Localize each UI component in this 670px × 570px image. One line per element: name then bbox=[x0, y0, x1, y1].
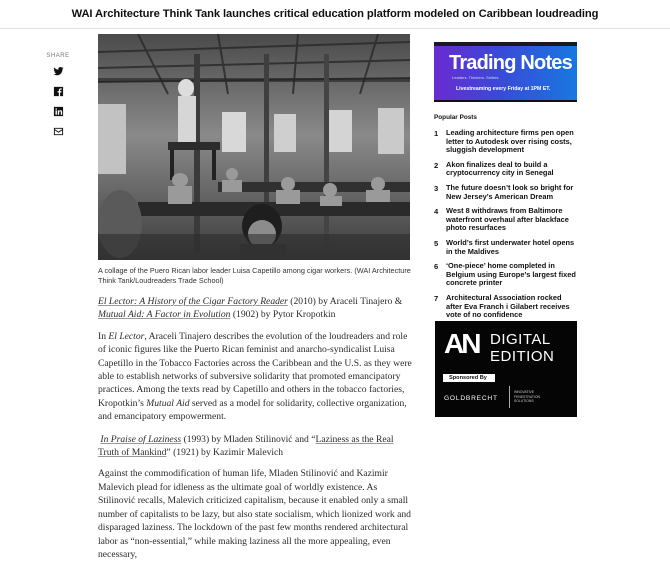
article-body bbox=[98, 295, 412, 570]
twitter-icon bbox=[53, 66, 64, 77]
trading-notes-banner: Livestreaming every Friday at 1PM ET. bbox=[456, 86, 551, 92]
para1-text-e: served as a model for solidarity, collective organization, and emancipatory empowerment. bbox=[98, 397, 407, 423]
laziness-truth-link[interactable]: Laziness as the Real Truth of Mankind bbox=[98, 433, 394, 459]
in-praise-of-laziness-link[interactable]: In Praise of Laziness bbox=[100, 433, 182, 445]
email-share-button[interactable] bbox=[46, 126, 70, 138]
an-logo: AN bbox=[444, 328, 479, 359]
twitter-share-button[interactable] bbox=[46, 66, 70, 78]
ref1-meta-2: (1902) by Pytor Kropotkin bbox=[230, 309, 336, 321]
ad-divider bbox=[434, 100, 577, 102]
para1-em-el-lector: El Lector bbox=[108, 330, 145, 342]
article-title: WAI Architecture Think Tank launches critical education platform modeled on Caribbean loudreading bbox=[71, 8, 599, 20]
para1-text-a: In bbox=[98, 330, 109, 342]
ref1-amp: & bbox=[394, 296, 403, 307]
share-rail bbox=[46, 53, 70, 146]
popular-post-number: 3 bbox=[434, 183, 439, 193]
an-digital-edition-ad[interactable] bbox=[435, 321, 577, 417]
paragraph-el-lector bbox=[98, 330, 412, 424]
popular-post-3[interactable] bbox=[434, 184, 577, 201]
cigar-factory-photo bbox=[98, 34, 410, 260]
para1-em-mutual-aid: Mutual Aid bbox=[146, 397, 190, 409]
email-icon bbox=[53, 126, 64, 137]
trading-notes-sub: Leaders. Thinkers. Sellers. bbox=[452, 75, 500, 80]
ref1-meta: (2010) by Araceli Tinajero bbox=[287, 296, 393, 307]
popular-posts-heading: Popular Posts bbox=[434, 114, 477, 121]
ref2-meta: (1993) by Mladen Stilinović and “ bbox=[181, 433, 316, 445]
popular-post-title: World’s first underwater hotel opens in the Maldives bbox=[446, 237, 575, 256]
sidebar bbox=[434, 38, 577, 102]
popular-posts-list bbox=[434, 129, 577, 320]
popular-post-title: West 8 withdraws from Baltimore waterfront overhaul after blackface photo resurfaces bbox=[446, 206, 569, 233]
edition-label: EDITION bbox=[490, 348, 555, 365]
el-lector-link[interactable]: El Lector: A History of the Cigar Factory Reader bbox=[98, 296, 288, 307]
share-label: SHARE bbox=[46, 53, 70, 59]
popular-post-1[interactable] bbox=[434, 129, 577, 155]
popular-post-title: Leading architecture firms pen open letter to Autodesk over rising costs, sluggish development bbox=[446, 128, 574, 155]
article-header-bar bbox=[0, 0, 670, 29]
mutual-aid-link[interactable]: Mutual Aid: A Factor in Evolution bbox=[98, 309, 231, 321]
para1-text-c: , Araceli Tinajero describes the evolution of the loudreaders and role of iconic figures like the Puerto Rican feminist and anarcho-syndicalist Luisa Capetillo in the Tobacco Factories across the Caribbean and the U.S. as they were able to establish networks of subversive solidarity that promoted emancipatory practices. Among the texts read by Capetillo and others in the tobacco factories, Kropotkin’s bbox=[98, 330, 412, 409]
popular-posts bbox=[434, 114, 577, 326]
trading-notes-title: Trading Notes bbox=[449, 52, 572, 74]
popular-post-title: Akon finalizes deal to build a cryptocurrency city in Senegal bbox=[446, 159, 554, 178]
linkedin-share-button[interactable] bbox=[46, 106, 70, 118]
popular-post-title: The future doesn’t look so bright for New Jersey’s American Dream bbox=[446, 182, 574, 201]
hero-image bbox=[98, 34, 410, 260]
reading-reference-2 bbox=[98, 433, 412, 460]
hero-caption: A collage of the Puero Rican labor leader Luisa Capetillo among cigar workers. (WAI Architecture Think Tank/Loudreaders Trade School) bbox=[98, 266, 411, 285]
popular-post-number: 1 bbox=[434, 129, 439, 138]
ref2-meta-2: ” (1921) by Kazimir Malevich bbox=[166, 447, 284, 459]
popular-post-2[interactable] bbox=[434, 161, 577, 178]
popular-post-number: 2 bbox=[434, 160, 439, 170]
paragraph-laziness: Against the commodification of human life, Mladen Stilinović and Kazimir Malevich plead for idleness as the ultimate goal of worldly existence. As Stilinović recalls, Malevich criticized capitalism, because it enabled only a small number of capitalists to be lazy, but also state socialism, which lionized work and disparaged laziness. The lockdown of the past few months rendered architectural labor as “non-essential,” while making laziness all the more appealing, even necessary, bbox=[98, 468, 411, 560]
popular-post-title: Architectural Association rocked after Eva Franch i Gilabert receives vote of no confidence bbox=[446, 292, 570, 320]
digital-label: DIGITAL bbox=[490, 331, 551, 348]
sponsored-label: Sponsored By bbox=[443, 374, 495, 382]
trading-notes-ad[interactable] bbox=[434, 42, 577, 100]
popular-post-number: 6 bbox=[434, 262, 439, 272]
linkedin-icon bbox=[53, 106, 64, 117]
popular-post-number: 7 bbox=[434, 293, 439, 303]
sponsor-divider bbox=[509, 386, 510, 408]
popular-post-4[interactable] bbox=[434, 207, 577, 233]
popular-post-6[interactable] bbox=[434, 262, 577, 288]
facebook-icon bbox=[53, 86, 64, 97]
popular-post-number: 4 bbox=[434, 207, 439, 217]
popular-post-7[interactable] bbox=[434, 294, 577, 320]
reading-reference-1 bbox=[98, 295, 412, 322]
popular-post-5[interactable] bbox=[434, 239, 577, 256]
sponsor-brand: GOLDBRECHT bbox=[444, 395, 498, 402]
sponsor-tagline: INNOVATIVE FENESTRATION SOLUTIONS bbox=[514, 390, 540, 404]
popular-post-number: 5 bbox=[434, 238, 439, 248]
facebook-share-button[interactable] bbox=[46, 86, 70, 98]
popular-post-title: ‘One-piece’ home completed in Belgium using Europe’s largest fixed concrete printer bbox=[446, 261, 576, 288]
